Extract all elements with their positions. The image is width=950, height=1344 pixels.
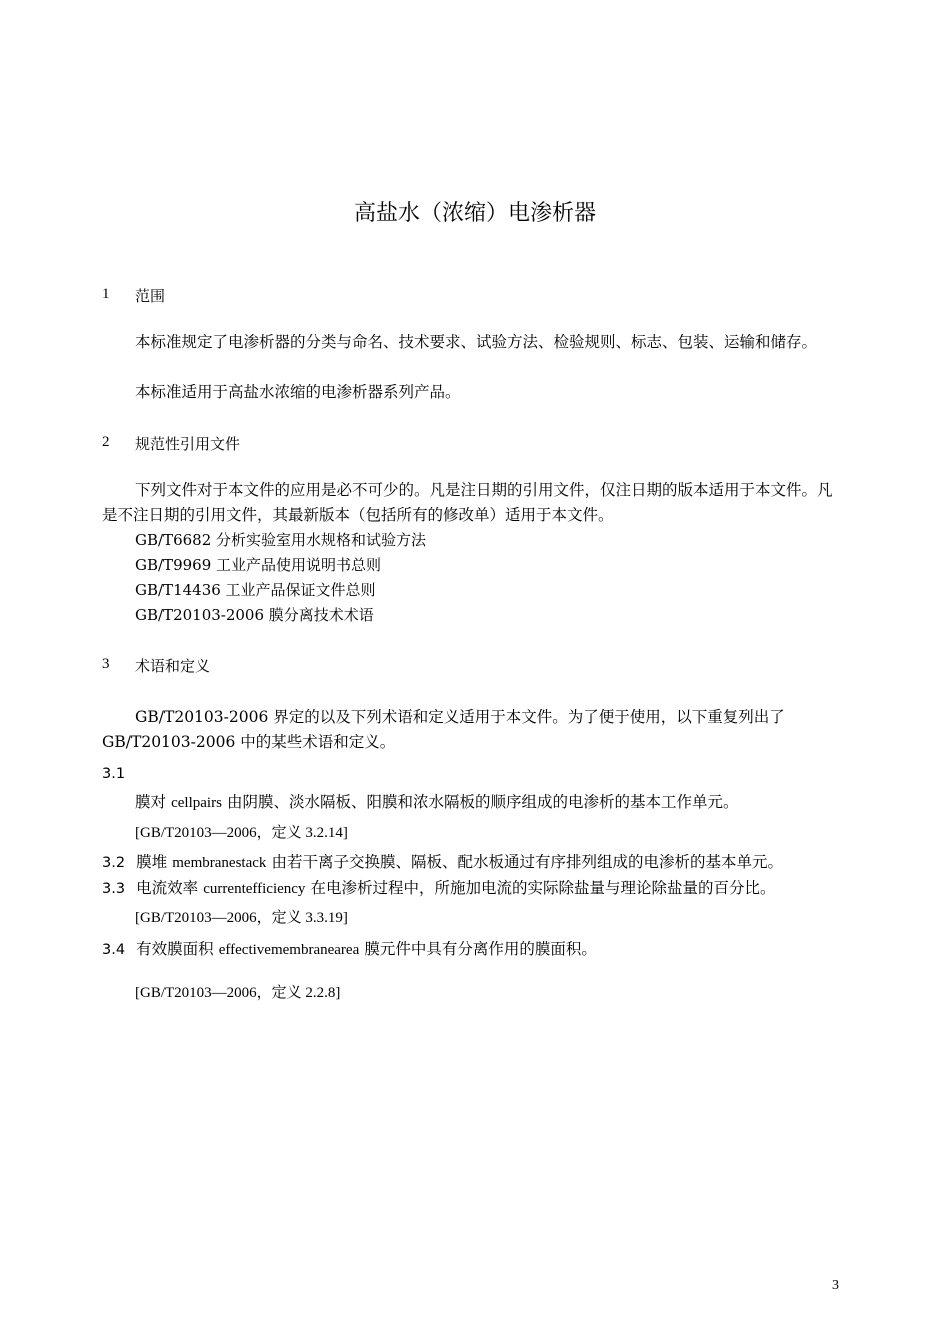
term-english: currentefficiency bbox=[203, 881, 306, 897]
paragraph: 本标准规定了电渗析器的分类与命名、技术要求、试验方法、检验规则、标志、包装、运输和储存。 bbox=[135, 333, 818, 351]
term-source: [GB/T20103—2006，定义 3.3.19] bbox=[135, 910, 348, 926]
paragraph: GB/T20103-2006 界定的以及下列术语和定义适用于本文件。为了便于使用，以下重复列出了GB/T20103-2006 中的某些术语和定义。 bbox=[102, 708, 785, 751]
term-line bbox=[135, 790, 739, 812]
term-source: [GB/T20103—2006，定义 3.2.14] bbox=[135, 825, 348, 841]
term-definition: 由若干离子交换膜、隔板、配水板通过有序排列组成的电渗析的基本单元。 bbox=[271, 853, 783, 871]
section-number: 2 bbox=[102, 434, 110, 450]
reference-item: GB/T20103-2006 膜分离技术术语 bbox=[135, 606, 374, 624]
term-line bbox=[102, 937, 597, 959]
term-definition: 膜元件中具有分离作用的膜面积。 bbox=[364, 940, 597, 958]
term-name: 电流效率 bbox=[136, 879, 199, 897]
section-title: 范围 bbox=[135, 287, 166, 305]
section-number: 1 bbox=[102, 286, 110, 302]
page-number: 3 bbox=[832, 1278, 839, 1293]
term-english: cellpairs bbox=[171, 795, 222, 811]
reference-item: GB/T14436 工业产品保证文件总则 bbox=[135, 581, 376, 599]
term-number: 3.2 bbox=[102, 855, 126, 871]
term-number: 3.1 bbox=[102, 766, 126, 782]
section-number: 3 bbox=[102, 656, 110, 672]
term-name: 有效膜面积 bbox=[136, 940, 214, 958]
term-name: 膜堆 bbox=[136, 853, 168, 871]
section-title: 术语和定义 bbox=[135, 657, 211, 675]
paragraph: 本标准适用于高盐水浓缩的电渗析器系列产品。 bbox=[135, 383, 461, 401]
term-number: 3.3 bbox=[102, 881, 126, 897]
document-title: 高盐水（浓缩）电渗析器 bbox=[353, 201, 596, 226]
paragraph: 下列文件对于本文件的应用是必不可少的。凡是注日期的引用文件，仅注日期的版本适用于本文件。凡是不注日期的引用文件，其最新版本（包括所有的修改单）适用于本文件。 bbox=[102, 481, 833, 524]
section-title: 规范性引用文件 bbox=[135, 435, 241, 453]
term-name: 膜对 bbox=[135, 793, 167, 811]
term-definition: 在电渗析过程中，所施加电流的实际除盐量与理论除盐量的百分比。 bbox=[310, 879, 776, 897]
term-source: [GB/T20103—2006，定义 2.2.8] bbox=[135, 985, 341, 1001]
reference-item: GB/T6682 分析实验室用水规格和试验方法 bbox=[135, 531, 427, 549]
term-line bbox=[102, 876, 776, 898]
term-definition: 由阴膜、淡水隔板、阳膜和浓水隔板的顺序组成的电渗析的基本工作单元。 bbox=[227, 793, 739, 811]
term-english: effectivemembranearea bbox=[218, 942, 360, 958]
term-number: 3.4 bbox=[102, 942, 126, 958]
term-english: membranestack bbox=[172, 855, 267, 871]
term-line bbox=[102, 850, 783, 872]
reference-item: GB/T9969 工业产品使用说明书总则 bbox=[135, 556, 382, 574]
